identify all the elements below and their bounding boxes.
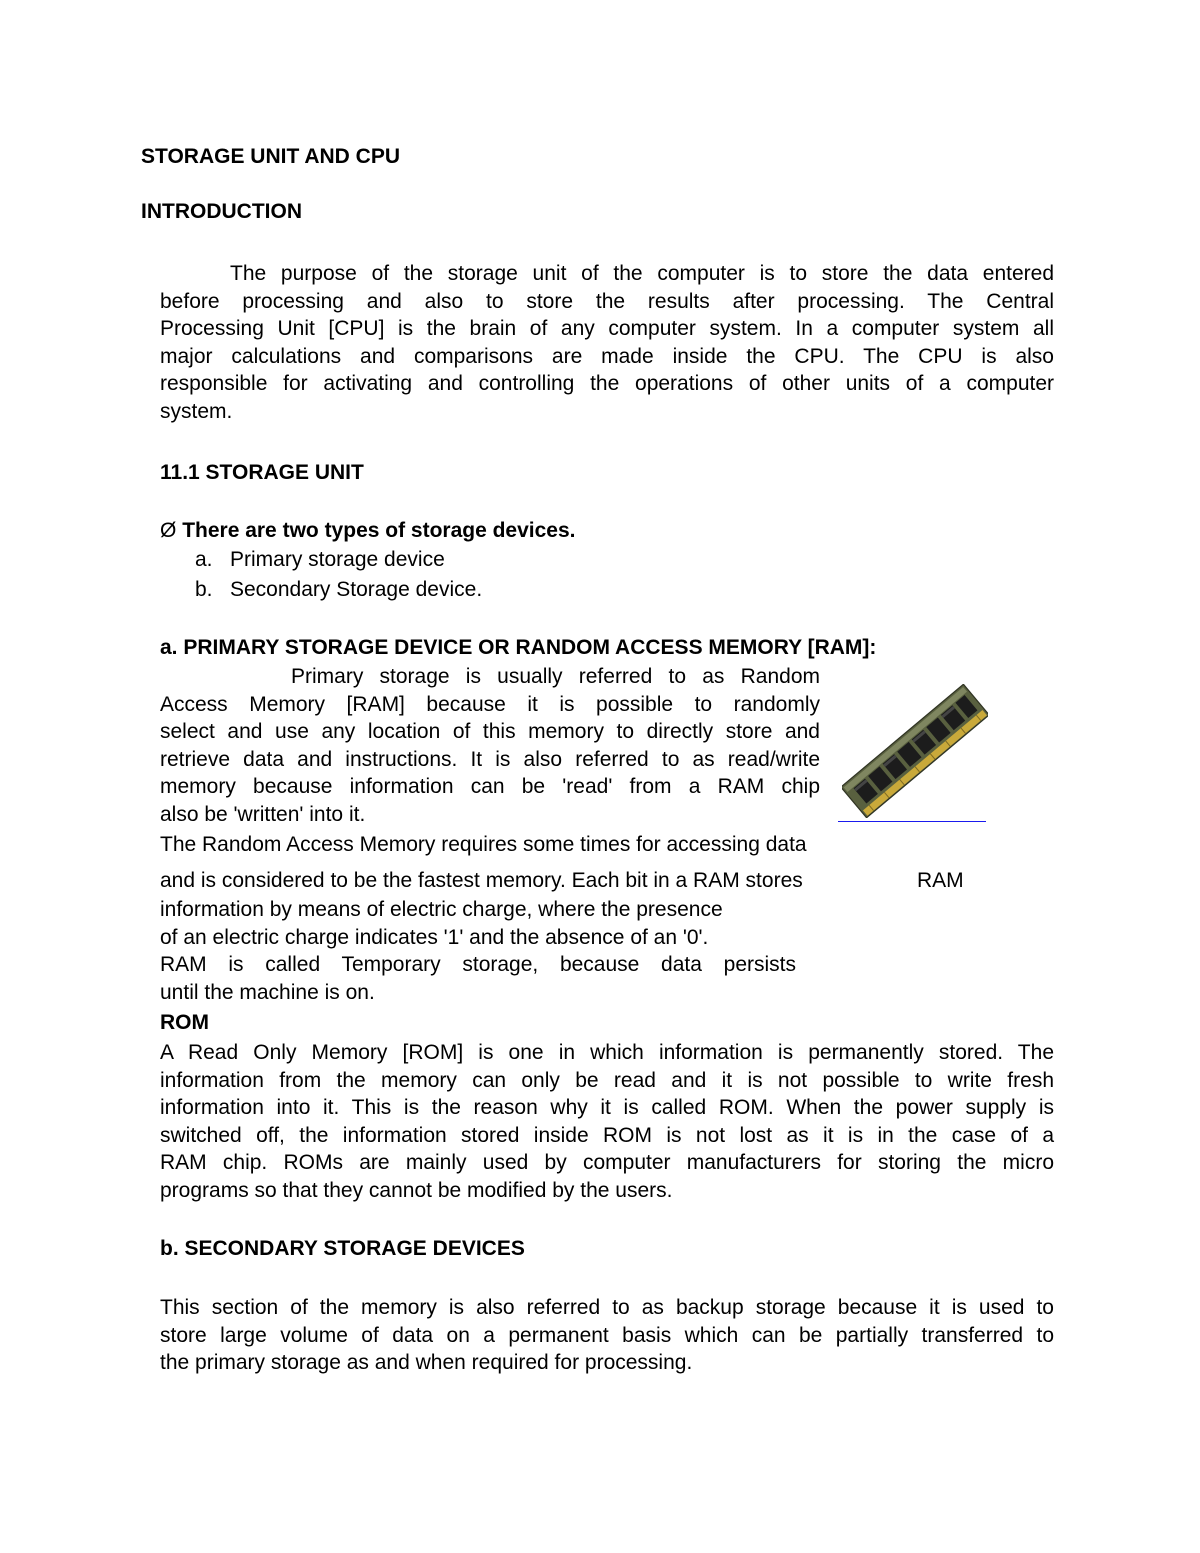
ram-line: information by means of electric charge, where the presence <box>160 898 723 921</box>
list-item-text: Primary storage device <box>230 548 445 571</box>
introduction-line: system. <box>160 399 233 423</box>
ram-storage-paragraph <box>160 896 796 1006</box>
rom-line: A Read Only Memory [ROM] is one in which information is permanently stored. The <box>160 1041 1054 1064</box>
ram-line: until the machine is on. <box>160 980 375 1004</box>
primary-line: also be 'written' into it. <box>160 802 366 826</box>
list-item-primary <box>195 546 445 574</box>
introduction-heading: INTRODUCTION <box>141 200 302 223</box>
secondary-line: the primary storage as and when required for processing. <box>160 1351 693 1375</box>
introduction-line: The purpose of the storage unit of the computer is to store the data entered <box>230 262 1054 285</box>
primary-line: memory because information can be 'read' from a RAM chip <box>160 775 820 799</box>
rom-heading: ROM <box>160 1011 209 1034</box>
ram-image-caption: RAM <box>917 869 964 892</box>
primary-storage-heading: a. PRIMARY STORAGE DEVICE OR RANDOM ACCESS MEMORY [RAM]: <box>160 636 877 659</box>
ram-line: of an electric charge indicates '1' and the absence of an '0'. <box>160 925 709 949</box>
introduction-line: before processing and also to store the results after processing. The Central <box>160 289 1054 313</box>
rom-line: programs so that they cannot be modified by the users. <box>160 1178 673 1202</box>
rom-line: information from the memory can only be read and it is not possible to write fresh <box>160 1068 1054 1092</box>
introduction-line: Processing Unit [CPU] is the brain of any computer system. In a computer system all <box>160 317 1054 341</box>
image-link-underline <box>838 821 986 822</box>
list-marker: a. <box>195 548 213 571</box>
primary-line: retrieve data and instructions. It is also referred to as read/write <box>160 747 820 771</box>
secondary-line: store large volume of data on a permanent basis which can be partially transferred to <box>160 1323 1054 1347</box>
secondary-storage-heading: b. SECONDARY STORAGE DEVICES <box>160 1237 525 1260</box>
rom-paragraph <box>160 1039 1054 1205</box>
rom-line: information into it. This is the reason why it is called ROM. When the power supply is <box>160 1096 1054 1120</box>
ram-line: RAM is called Temporary storage, because data persists <box>160 953 796 977</box>
list-marker: b. <box>195 578 213 601</box>
ram-module-image <box>842 684 988 818</box>
introduction-line: responsible for activating and controlling the operations of other units of a computer <box>160 372 1054 396</box>
rom-line: switched off, the information stored inside ROM is not lost as it is in the case of a <box>160 1123 1054 1147</box>
primary-line: select and use any location of this memory to directly store and <box>160 720 820 744</box>
secondary-line: This section of the memory is also referred to as backup storage because it is used to <box>160 1296 1054 1319</box>
rom-line: RAM chip. ROMs are mainly used by computer manufacturers for storing the micro <box>160 1151 1054 1175</box>
list-item-secondary <box>195 576 483 604</box>
storage-unit-heading: 11.1 STORAGE UNIT <box>160 461 364 484</box>
primary-line: Access Memory [RAM] because it is possible to randomly <box>160 692 820 716</box>
introduction-paragraph <box>160 260 1054 426</box>
primary-storage-paragraph <box>160 663 820 829</box>
storage-types-bullet <box>160 517 576 545</box>
storage-types-statement: There are two types of storage devices. <box>182 519 576 542</box>
introduction-line: major calculations and comparisons are made inside the CPU. The CPU is also <box>160 344 1054 368</box>
ram-access-line: The Random Access Memory requires some times for accessing data <box>160 833 807 856</box>
ram-fastest-line: and is considered to be the fastest memory. Each bit in a RAM stores <box>160 869 803 892</box>
bullet-symbol: Ø <box>160 519 177 542</box>
secondary-storage-paragraph <box>160 1294 1054 1377</box>
list-item-text: Secondary Storage device. <box>230 578 483 601</box>
primary-line: Primary storage is usually referred to as Random <box>291 665 820 688</box>
document-title: STORAGE UNIT AND CPU <box>141 145 401 168</box>
